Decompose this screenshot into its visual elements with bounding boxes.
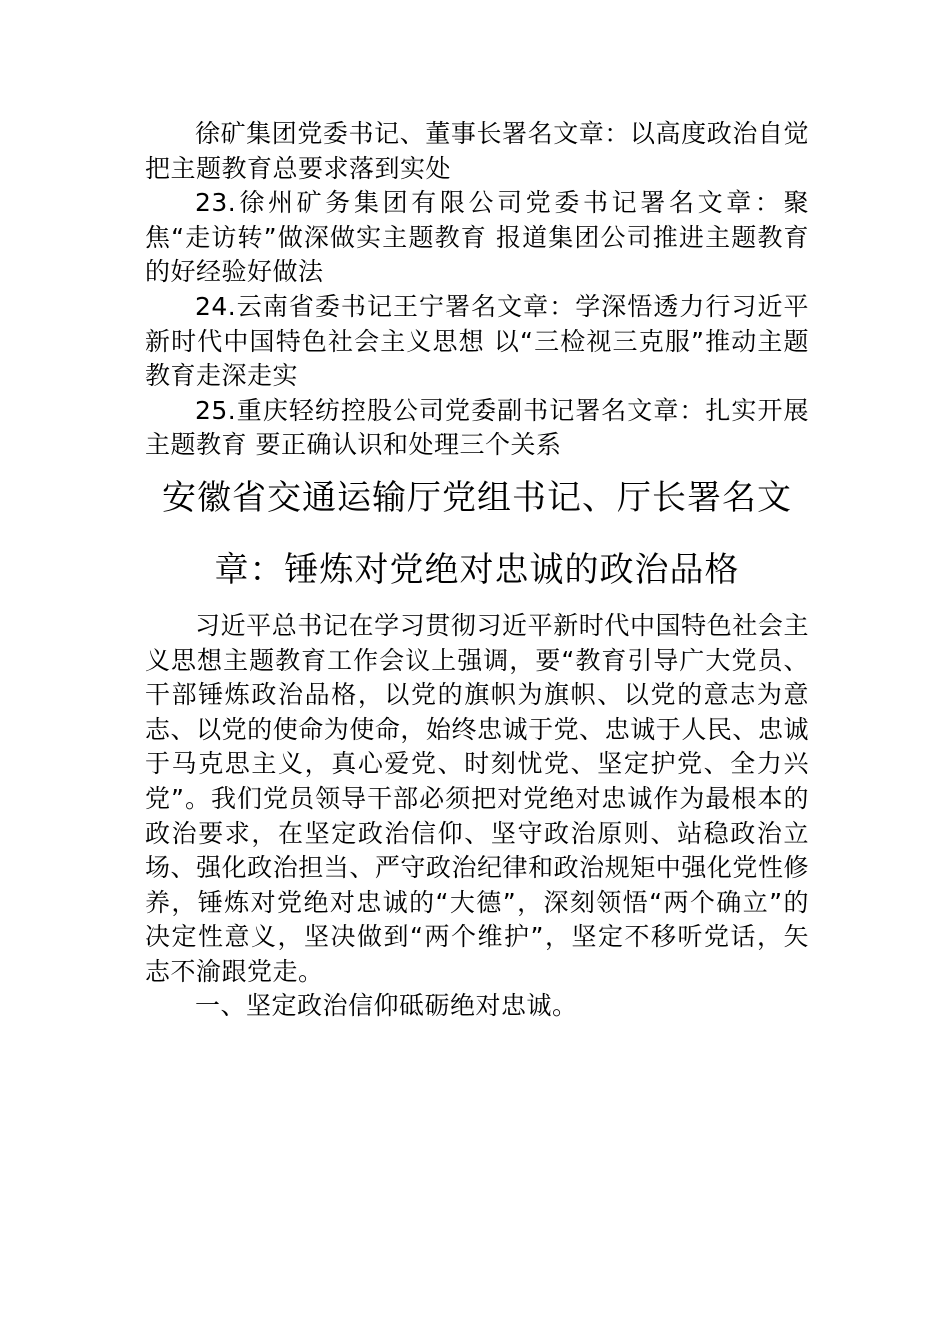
list-item: 徐矿集团党委书记、董事长署名文章：以高度政治自觉把主题教育总要求落到实处: [145, 119, 809, 183]
article-title-line-2: 章：锤炼对党绝对忠诚的政治品格: [214, 549, 740, 590]
list-item: 25.重庆轻纺控股公司党委副书记署名文章：扎实开展主题教育 要正确认识和处理三个关系: [145, 395, 809, 460]
related-articles-list: [145, 117, 809, 463]
section-heading: 一、坚定政治信仰砥砺绝对忠诚。: [195, 991, 578, 1021]
list-item: 23.徐州矿务集团有限公司党委书记署名文章：聚焦“走访转”做深做实主题教育 报道集团公司推进主题教育的好经验好做法: [145, 188, 809, 287]
body-paragraph: 习近平总书记在学习贯彻习近平新时代中国特色社会主义思想主题教育工作会议上强调，要“教育引导广大党员、干部锤炼政治品格，以党的旗帜为旗帜、以党的意志为意志、以党的使命为使命，始终忠诚于党、忠诚于人民、忠诚于马克思主义，真心爱党、时刻忧党、坚定护党、全力兴党”。我们党员领导干部必须把对党绝对忠诚作为最根本的政治要求，在坚定政治信仰、坚守政治原则、站稳政治立场、强化政治担当、严守政治纪律和政治规矩中强化党性修养，锤炼对党绝对忠诚的“大德”，深刻领悟“两个确立”的决定性意义，坚决做到“两个维护”，坚定不移听党话，矢志不渝跟党走。: [145, 610, 809, 986]
article-title: [145, 463, 809, 595]
list-item: 24.云南省委书记王宁署名文章：学深悟透力行习近平新时代中国特色社会主义思想 以“三检视三克服”推动主题教育走深走实: [145, 291, 809, 391]
document-page: [145, 117, 809, 1024]
article-body: [145, 609, 809, 1024]
article-title-line-1: 安徽省交通运输厅党组书记、厅长署名文: [162, 477, 792, 518]
